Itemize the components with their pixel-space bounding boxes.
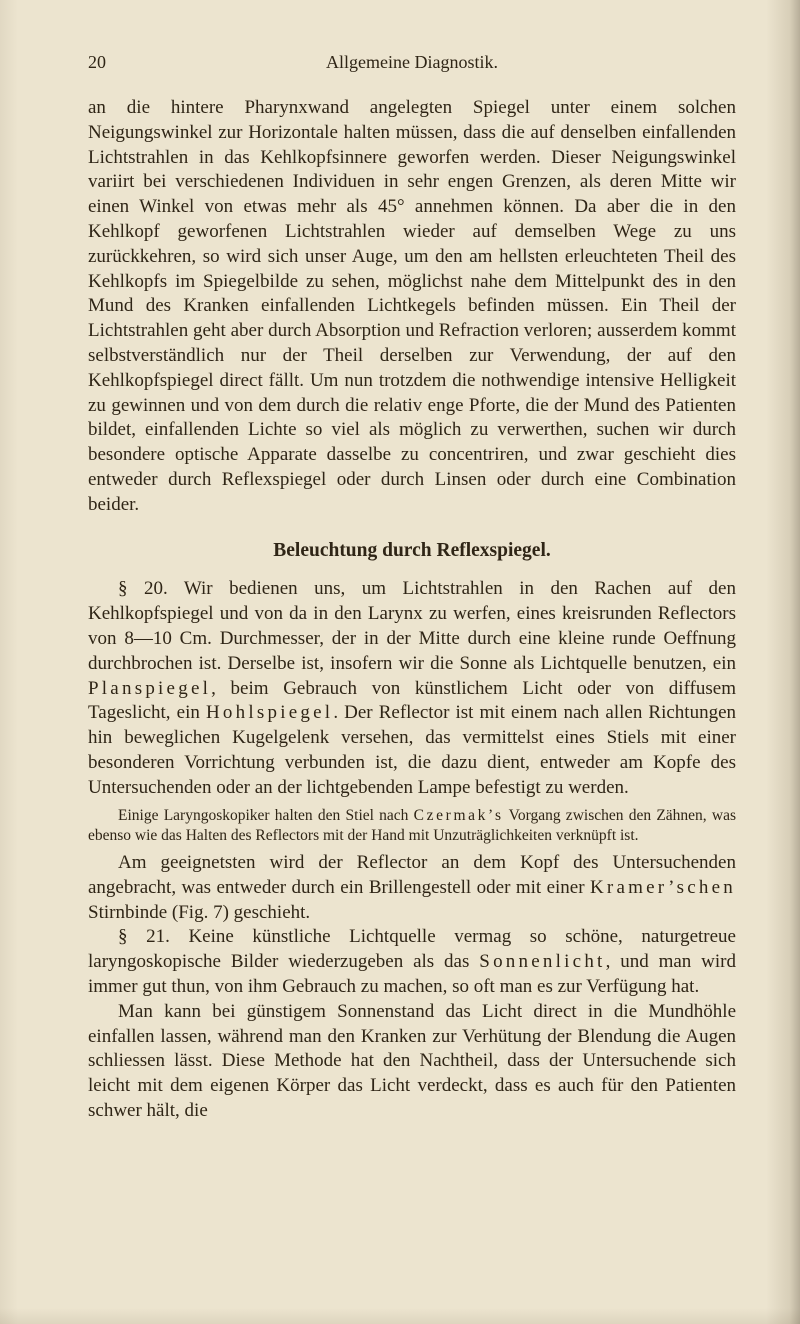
page-header bbox=[88, 52, 736, 73]
spaced-term: Planspiegel bbox=[88, 677, 212, 699]
text-segment: Stirnbinde (Fig. 7) geschieht. bbox=[88, 901, 311, 923]
paragraph-sunlight-method bbox=[88, 1000, 736, 1124]
spaced-term: Hohlspiegel bbox=[205, 702, 334, 724]
running-title: Allgemeine Diagnostik. bbox=[326, 52, 498, 72]
paragraph-reflector-mounting bbox=[88, 851, 736, 925]
text-segment: § 21. Keine künstliche Lichtquelle vermag so schöne, naturgetreue laryngoskopische Bilder wiederzugeben als das bbox=[88, 926, 736, 973]
paragraph-s21 bbox=[88, 925, 736, 999]
text-segment: Man kann bei günstigem Sonnenstand das Licht direct in die Mundhöhle einfallen lassen, während man den Kranken zur Verhütung der Blendung die Augen schliessen lässt. Diese Methode hat den Nachtheil, dass der Untersuchende sich leicht mit dem eigenen Körper das Licht verdeckt, dass es auch für den Patienten schwer hält, die bbox=[88, 1000, 736, 1121]
text-segment: , und man wird immer gut thun, von ihm Gebrauch zu machen, so oft man es zur Verfügung hat. bbox=[88, 951, 736, 997]
paragraph-continuation bbox=[88, 96, 736, 518]
page-content bbox=[88, 96, 736, 1124]
text-segment: Einige Laryngoskopiker halten den Stiel nach bbox=[118, 806, 414, 824]
page-left-edge-shadow bbox=[0, 0, 18, 1324]
text-segment: Beleuchtung durch Reflexspiegel. bbox=[273, 539, 551, 561]
section-heading bbox=[88, 539, 736, 564]
text-segment: Vorgang zwischen den Zähnen, was ebenso wie das Halten des Reflectors mit der Hand mit Unzuträglichkeiten verknüpft ist. bbox=[88, 806, 737, 844]
spaced-term: Czermak’s bbox=[413, 806, 504, 824]
text-segment: . Der Reflector ist mit einem nach allen Richtungen hin beweglichen Kugelgelenk versehen, das vermittelst eines Stiels mit einer besonderen Vorrichtung verbunden ist, die dazu dient, entweder am Kopfe des Untersuchenden oder an der lichtgebenden Lampe befestigt zu werden. bbox=[88, 702, 737, 798]
small-print-note bbox=[88, 806, 736, 846]
spaced-term: Kramer’schen bbox=[589, 876, 736, 898]
text-segment: , beim Gebrauch von künstlichem Licht oder von diffusem Tageslicht, ein bbox=[88, 677, 736, 724]
page-number: 20 bbox=[88, 52, 106, 72]
text-segment: § 20. Wir bedienen uns, um Lichtstrahlen in den Rachen auf den Kehlkopfspiegel und von da in den Larynx zu werfen, eines kreisrunden Reflectors von 8—10 Cm. Durchmesser, der in der Mitte durch eine kleine runde Oeffnung durchbrochen ist. Derselbe ist, insofern wir die Sonne als Lichtquelle benutzen, ein bbox=[88, 578, 736, 674]
spaced-term: Sonnenlicht bbox=[479, 951, 606, 973]
text-segment: Am geeignetsten wird der Reflector an dem Kopf des Untersuchenden angebracht, was entweder durch ein Brillengestell oder mit einer bbox=[88, 851, 736, 898]
page-bottom-edge-shadow bbox=[0, 1308, 800, 1324]
page-right-edge-shadow bbox=[766, 0, 800, 1324]
paragraph-s20 bbox=[88, 577, 736, 800]
text-segment: an die hintere Pharynxwand angelegten Spiegel unter einem solchen Neigungswinkel zur Horizontale halten müssen, dass die auf denselben einfallenden Lichtstrahlen in das Kehlkopfsinnere geworfen werden. Dieser Neigungswinkel variirt bei verschiedenen Individuen in sehr engen Grenzen, als deren Mitte wir einen Winkel von etwas mehr als 45° annehmen können. Da aber die in den Kehlkopf geworfenen Lichtstrahlen wieder auf demselben Wege zu uns zurückkehren, so wird sich unser Auge, um den am hellsten erleuchteten Theil des Kehlkopfs im Spiegelbilde zu sehen, möglichst nahe dem Mittelpunkt des in den Mund des Kranken einfallenden Lichtkegels befinden müssen. Ein Theil der Lichtstrahlen geht aber durch Absorption und Refraction verloren; ausserdem kommt selbstverständlich nur der Theil derselben zur Verwendung, der auf den Kehlkopfspiegel direct fällt. Um nun trotzdem die nothwendige intensive Helligkeit zu gewinnen und von dem durch die relativ enge Pforte, die der Mund des Patienten bildet, einfallenden Lichte so viel als möglich zu verwerthen, suchen wir durch besondere optische Apparate dasselbe zu concentriren, und zwar geschieht dies entweder durch Reflexspiegel oder durch Linsen oder durch eine Combination beider. bbox=[88, 97, 736, 515]
